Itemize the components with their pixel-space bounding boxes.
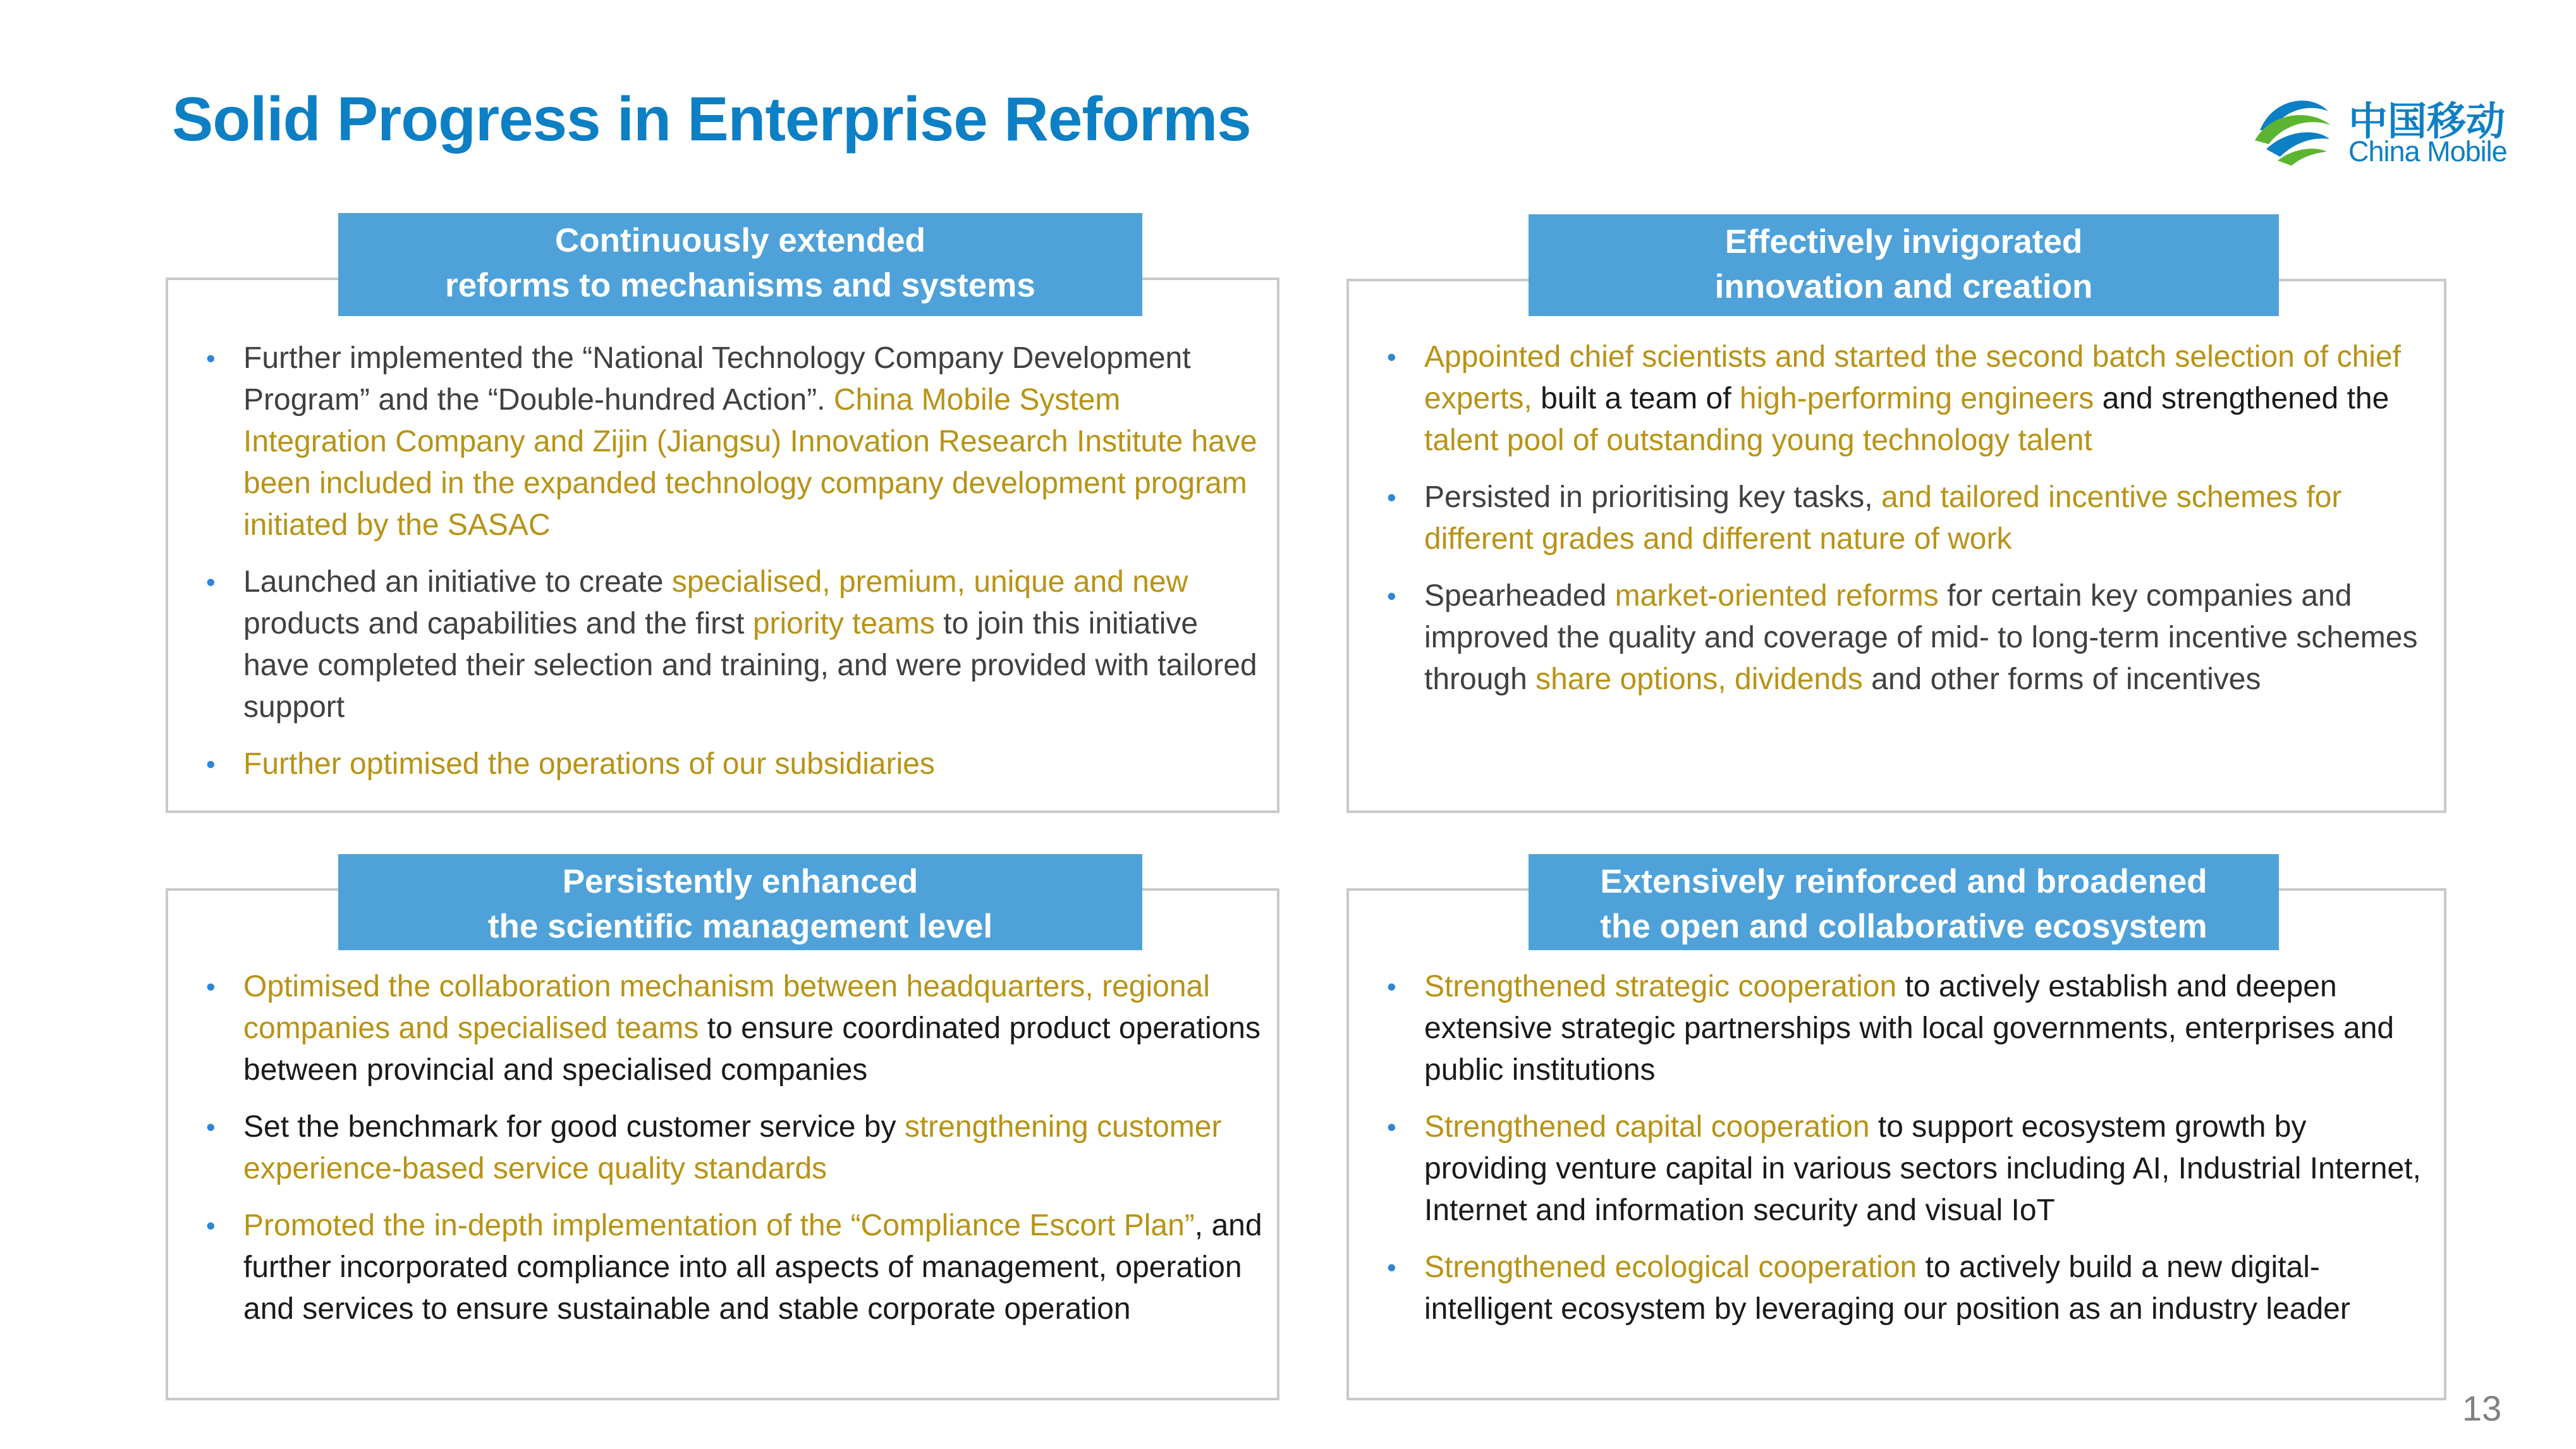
section-header-line: the scientific management level xyxy=(487,908,993,945)
body-text: for certain key companies and improved the quality and coverage of mid- to long-term incentive schemes through xyxy=(1424,579,2418,696)
highlighted-text: talent pool of outstanding young technology talent xyxy=(1424,424,2092,457)
page-title: Solid Progress in Enterprise Reforms xyxy=(172,84,1251,154)
highlighted-text: specialised, premium, unique and new xyxy=(671,565,1188,599)
bullet-item xyxy=(204,1106,1272,1190)
china-mobile-logo xyxy=(2247,83,2513,172)
section-header-mechanisms xyxy=(338,213,1142,316)
body-text: products and capabilities and the first xyxy=(243,607,753,640)
highlighted-text: high-performing engineers xyxy=(1739,382,2094,415)
bullet-item xyxy=(204,1205,1272,1330)
bullet-list-management xyxy=(204,966,1272,1345)
bullet-item xyxy=(1384,575,2434,700)
highlighted-text: Strengthened capital cooperation xyxy=(1424,1110,1870,1144)
logo-english-text: China Mobile xyxy=(2348,135,2507,168)
section-header-line: Persistently enhanced xyxy=(562,863,919,900)
china-mobile-swirl-icon xyxy=(2247,86,2336,168)
page-number: 13 xyxy=(2462,1388,2502,1428)
body-text: to join this initiative have completed their selection and training, and were provided with tailored support xyxy=(243,607,1257,724)
body-text: Further implemented the “National Technology Company Development Program” and the “Double-hundred Action”. xyxy=(243,341,1191,417)
highlighted-text: priority teams xyxy=(752,607,935,640)
bullet-item xyxy=(204,966,1272,1091)
highlighted-text: share options, dividends xyxy=(1535,663,1863,696)
body-text: Set the benchmark for good customer service by xyxy=(243,1110,905,1144)
highlighted-text: Strengthened ecological cooperation xyxy=(1424,1250,1917,1284)
body-text: Persisted in prioritising key tasks, xyxy=(1424,480,1881,514)
body-text: to actively establish and deepen extensive strategic partnerships with local governments, enterprises and public institutions xyxy=(1424,970,2395,1087)
body-text: to actively build a new digital-intelligent ecosystem by leveraging our position as an industry leader xyxy=(1424,1250,2350,1326)
bullet-item xyxy=(1384,1106,2434,1232)
section-header-ecosystem xyxy=(1529,854,2279,950)
body-text: Launched an initiative to create xyxy=(243,565,672,599)
body-text: and strengthened the xyxy=(2094,382,2390,415)
body-text: , and further incorporated compliance into all aspects of management, operation and services to ensure sustainable and stable corporate operation xyxy=(243,1209,1262,1326)
section-header-line: Extensively reinforced and broadened xyxy=(1600,863,2207,900)
bullet-item xyxy=(1384,336,2434,462)
section-header-management xyxy=(338,854,1142,950)
body-text: and other forms of incentives xyxy=(1862,663,2261,696)
bullet-list-ecosystem xyxy=(1384,966,2434,1345)
highlighted-text: Appointed chief scientists and started the second batch selection of chief experts, xyxy=(1424,340,2401,415)
bullet-list-innovation xyxy=(1384,336,2434,716)
highlighted-text: Strengthened strategic cooperation xyxy=(1424,970,1897,1003)
bullet-item xyxy=(1384,477,2434,560)
section-header-line: the open and collaborative ecosystem xyxy=(1600,908,2207,945)
highlighted-text: strengthening customer experience-based service quality standards xyxy=(243,1110,1222,1185)
section-header-line: Effectively invigorated xyxy=(1724,223,2083,260)
logo-chinese-text: 中国移动 xyxy=(2348,98,2506,144)
highlighted-text: Further optimised the operations of our subsidiaries xyxy=(243,747,935,781)
highlighted-text: market-oriented reforms xyxy=(1615,579,1939,613)
highlighted-text: Promoted the in-depth implementation of the “Compliance Escort Plan” xyxy=(243,1209,1195,1242)
bullet-item xyxy=(204,561,1272,728)
section-header-innovation xyxy=(1529,214,2279,316)
bullet-item xyxy=(1384,1247,2434,1330)
body-text: to support ecosystem growth by providing venture capital in various sectors including AI, Industrial Internet, Internet and information security and visual IoT xyxy=(1424,1110,2421,1227)
highlighted-text: China Mobile System Integration Company and Zijin (Jiangsu) Innovation Research Institute have been included in the expanded technology company development program initiated by the SASAC xyxy=(243,383,1257,542)
bullet-item xyxy=(204,338,1272,546)
body-text: built a team of xyxy=(1532,382,1740,415)
bullet-list-mechanisms xyxy=(204,338,1272,800)
bullet-item xyxy=(204,743,1272,785)
section-header-line: reforms to mechanisms and systems xyxy=(445,267,1035,304)
body-text: Spearheaded xyxy=(1424,579,1615,613)
section-header-line: Continuously extended xyxy=(555,222,925,259)
body-text: to ensure coordinated product operations between provincial and specialised companies xyxy=(243,1012,1261,1087)
bullet-item xyxy=(1384,966,2434,1091)
section-header-line: innovation and creation xyxy=(1714,268,2093,305)
highlighted-text: and tailored incentive schemes for different grades and different nature of work xyxy=(1424,480,2342,556)
highlighted-text: Optimised the collaboration mechanism between headquarters, regional companies and specialised teams xyxy=(243,970,1210,1045)
